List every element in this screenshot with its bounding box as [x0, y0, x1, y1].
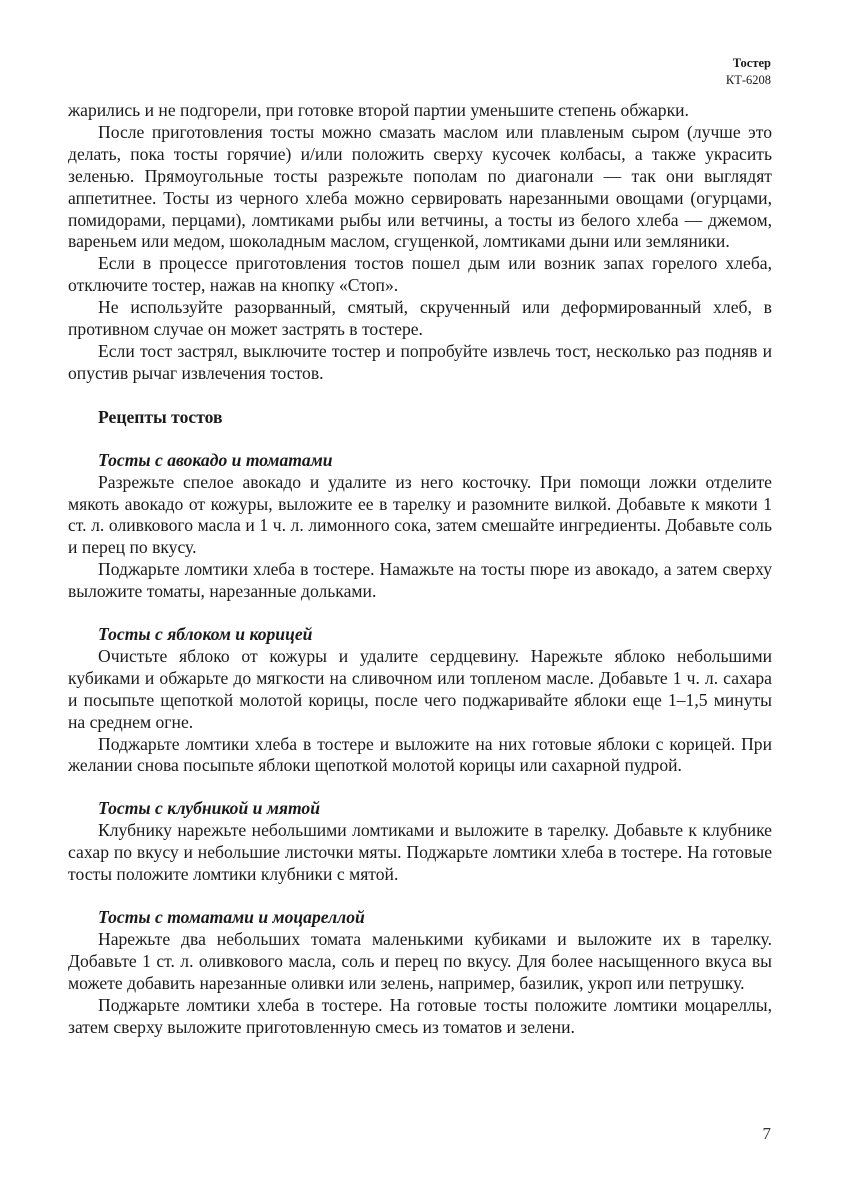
intro-paragraph: Если в процессе приготовления тостов пошел дым или возник запах горелого хлеба, отключите тостер, нажав на кнопку «Стоп».	[68, 253, 772, 296]
recipe-paragraph: Клубнику нарежьте небольшими ломтиками и выложите в тарелку. Добавьте к клубнике сахар по вкусу и небольшие листочки мяты. Поджарьте ломтики хлеба в тостере. На готовые тосты положите ломтики клубники с мятой.	[68, 820, 772, 885]
recipe-paragraph: Поджарьте ломтики хлеба в тостере. На готовые тосты положите ломтики моцареллы, затем сверху выложите приготовленную смесь из томатов и зелени.	[68, 994, 772, 1037]
recipe-title: Тосты с томатами и моцареллой	[98, 907, 365, 927]
intro-paragraph: Не используйте разорванный, смятый, скрученный или деформированный хлеб, в противном случае он может застрять в тостере.	[68, 297, 772, 340]
intro-paragraph: Если тост застрял, выключите тостер и попробуйте извлечь тост, несколько раз подняв и опустив рычаг извлечения тостов.	[68, 340, 772, 383]
recipe-paragraph: Разрежьте спелое авокадо и удалите из него косточку. При помощи ложки отделите мякоть авокадо от кожуры, выложите ее в тарелку и разомните вилкой. Добавьте к мякоти 1 ст. л. оливкового масла и 1 ч. л. лимонного сока, затем смешайте ингредиенты. Добавьте соль и перец по вкусу.	[68, 471, 772, 558]
section-heading: Рецепты тостов	[98, 406, 223, 427]
recipe-paragraph: Поджарьте ломтики хлеба в тостере. Намажьте на тосты пюре из авокадо, а затем сверху выложите томаты, нарезанные дольками.	[68, 559, 772, 602]
recipe-title: Тосты с авокадо и томатами	[98, 449, 333, 470]
running-header	[726, 55, 771, 89]
model-number: КТ-6208	[725, 73, 771, 87]
intro-paragraph: жарились и не подгорели, при готовке второй партии уменьшите степень обжарки.	[68, 100, 689, 120]
recipe-title: Тосты с яблоком и корицей	[98, 624, 313, 645]
recipe-apple	[68, 624, 772, 777]
recipe-paragraph: Поджарьте ломтики хлеба в тостере и выложите на них готовые яблоки с корицей. При желании снова посыпьте яблоки щепоткой молотой корицы или сахарной пудрой.	[68, 733, 772, 776]
intro-paragraph: После приготовления тосты можно смазать маслом или плавленым сыром (лучше это делать, пока тосты горячие) и/или положить сверху кусочек колбасы, а также украсить зеленью. Прямоугольные тосты разрежьте пополам по диагонали — так они выглядят аппетитнее. Тосты из черного хлеба можно сервировать нарезанными овощами (огурцами, помидорами, перцами), ломтиками рыбы или ветчины, а тосты из белого хлеба — джемом, вареньем или медом, шоколадным маслом, сгущенкой, ломтиками дыни или земляники.	[68, 121, 772, 252]
recipe-strawberry	[68, 798, 772, 886]
product-title: Тостер	[732, 56, 771, 70]
recipe-title: Тосты с клубникой и мятой	[98, 798, 320, 819]
recipe-paragraph: Нарежьте два небольших томата маленькими кубиками и выложите их в тарелку. Добавьте 1 ст. л. оливкового масла, соль и перец по вкусу. Для более насыщенного вкуса вы можете добавить нарезанные оливки или зелень, например, базилик, укроп или петрушку.	[68, 928, 772, 993]
page-number: 7	[762, 1124, 771, 1143]
recipe-tomato-mozzarella	[68, 907, 772, 1038]
page-content	[68, 100, 772, 1038]
recipe-paragraph: Очистьте яблоко от кожуры и удалите сердцевину. Нарежьте яблоко небольшими кубиками и обжарьте до мягкости на сливочном или топленом масле. Добавьте 1 ч. л. сахара и посыпьте щепоткой молотой корицы, после чего поджаривайте яблоки еще 1–1,5 минуты на среднем огне.	[68, 645, 772, 732]
recipe-avocado	[68, 450, 772, 603]
